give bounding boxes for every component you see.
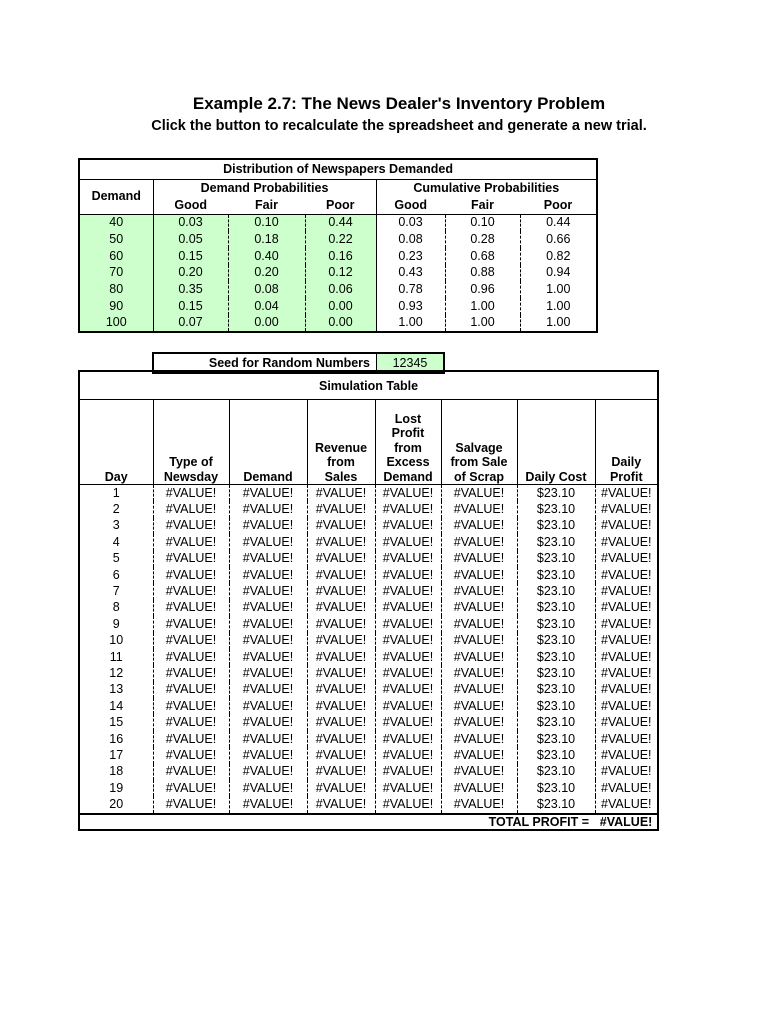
day-cell: 10 [79,633,153,649]
probability-cell[interactable]: 0.00 [305,315,376,333]
distribution-title: Distribution of Newspapers Demanded [223,161,453,176]
demand-cell: #VALUE! [229,665,307,681]
distribution-row [79,248,597,265]
probability-cell[interactable]: 0.08 [228,281,305,298]
newsday-type-cell: #VALUE! [153,698,229,714]
probability-cell[interactable]: 0.20 [153,265,228,282]
demand-cell: #VALUE! [229,534,307,550]
revenue-cell: #VALUE! [307,485,375,502]
salvage-cell: #VALUE! [441,633,517,649]
header-line: Lost [394,411,422,426]
newsday-type-cell: #VALUE! [153,649,229,665]
day-cell: 4 [79,534,153,550]
probability-cell[interactable]: 0.44 [305,214,376,231]
lost-profit-cell: #VALUE! [375,518,441,534]
header-line: Day [104,469,128,484]
lost-profit-cell: #VALUE! [375,600,441,616]
simulation-col-header [375,400,441,485]
demand-value-cell[interactable]: 60 [79,248,153,265]
distribution-row [79,281,597,298]
salvage-cell: #VALUE! [441,485,517,502]
newsday-type-cell: #VALUE! [153,518,229,534]
lost-profit-cell: #VALUE! [375,682,441,698]
salvage-cell: #VALUE! [441,698,517,714]
cumulative-probability-cell: 0.96 [445,281,520,298]
lost-profit-cell: #VALUE! [375,485,441,502]
cumulative-probability-cell: 0.93 [376,298,445,315]
lost-profit-cell: #VALUE! [375,698,441,714]
newsday-type-cell: #VALUE! [153,731,229,747]
cumulative-probability-cell: 0.66 [546,232,571,247]
salvage-cell: #VALUE! [441,649,517,665]
demand-cell: #VALUE! [229,600,307,616]
distribution-row [79,298,597,315]
daily-profit-cell: #VALUE! [601,518,652,533]
daily-cost-cell: $23.10 [517,534,595,550]
header-line: from Sale [450,455,508,469]
lost-profit-cell: #VALUE! [375,616,441,632]
day-cell: 8 [79,600,153,616]
day-cell: 11 [79,649,153,665]
demand-cell: #VALUE! [229,731,307,747]
demand-cell: #VALUE! [229,567,307,583]
seed-label: Seed for Random Numbers [154,354,377,372]
header-line: Excess [386,455,430,469]
lost-profit-cell: #VALUE! [375,714,441,730]
daily-cost-cell: $23.10 [517,764,595,780]
revenue-cell: #VALUE! [307,616,375,632]
salvage-cell: #VALUE! [441,534,517,550]
lost-profit-cell: #VALUE! [375,665,441,681]
distribution-row [79,265,597,282]
probability-cell[interactable]: 0.15 [153,248,228,265]
salvage-cell: #VALUE! [441,583,517,599]
day-cell: 9 [79,616,153,632]
daily-cost-cell: $23.10 [517,780,595,796]
demand-value-cell[interactable]: 40 [79,214,153,231]
header-line: from [327,455,355,469]
simulation-row [79,649,658,665]
probability-cell[interactable]: 0.10 [228,214,305,231]
revenue-cell: #VALUE! [307,731,375,747]
daily-profit-cell: #VALUE! [601,584,652,599]
daily-profit-cell: #VALUE! [601,649,652,664]
salvage-cell: #VALUE! [441,731,517,747]
distribution-col-header: Poor [305,198,376,215]
simulation-row [79,485,658,502]
salvage-cell: #VALUE! [441,600,517,616]
probability-cell[interactable]: 0.40 [228,248,305,265]
simulation-table [78,370,659,831]
salvage-cell: #VALUE! [441,665,517,681]
cumulative-probability-cell: 0.44 [546,215,571,230]
day-cell: 17 [79,747,153,763]
daily-cost-cell: $23.10 [517,551,595,567]
demand-probabilities-header: Demand Probabilities [153,179,376,198]
daily-cost-cell: $23.10 [517,583,595,599]
probability-cell[interactable]: 0.06 [305,281,376,298]
newsday-type-cell: #VALUE! [153,616,229,632]
daily-cost-cell: $23.10 [517,731,595,747]
header-line: Demand [243,469,293,484]
lost-profit-cell: #VALUE! [375,731,441,747]
header-line: Sales [324,469,358,484]
total-profit-label: TOTAL PROFIT = [79,814,595,830]
cumulative-probability-cell: 1.00 [445,298,520,315]
day-cell: 16 [79,731,153,747]
lost-profit-cell: #VALUE! [375,649,441,665]
header-line: Revenue [314,440,368,455]
day-cell: 18 [79,764,153,780]
salvage-cell: #VALUE! [441,682,517,698]
demand-distribution-table [78,158,598,333]
salvage-cell: #VALUE! [441,501,517,517]
simulation-col-header [229,400,307,485]
simulation-row [79,747,658,763]
daily-profit-cell: #VALUE! [601,747,652,762]
daily-cost-cell: $23.10 [517,747,595,763]
header-line: of Scrap [453,469,504,484]
distribution-col-header: Good [376,198,445,215]
simulation-row [79,501,658,517]
day-cell: 20 [79,796,153,813]
cumulative-probability-cell: 0.68 [445,248,520,265]
revenue-cell: #VALUE! [307,796,375,813]
daily-cost-cell: $23.10 [517,698,595,714]
newsday-type-cell: #VALUE! [153,485,229,502]
daily-profit-cell: #VALUE! [601,698,652,713]
daily-profit-cell: #VALUE! [601,764,652,779]
simulation-col-header [79,400,153,485]
daily-profit-cell: #VALUE! [601,633,652,648]
newsday-type-cell: #VALUE! [153,633,229,649]
daily-profit-cell: #VALUE! [601,534,652,549]
simulation-row [79,534,658,550]
demand-cell: #VALUE! [229,747,307,763]
newsday-type-cell: #VALUE! [153,665,229,681]
simulation-title: Simulation Table [79,371,658,400]
cumulative-probability-cell: 0.78 [376,281,445,298]
header-line: Newsday [163,469,219,484]
demand-cell: #VALUE! [229,551,307,567]
salvage-cell: #VALUE! [441,764,517,780]
probability-cell[interactable]: 0.12 [305,265,376,282]
day-cell: 2 [79,501,153,517]
header-line: Demand [383,469,433,484]
header-line: from [394,440,422,455]
revenue-cell: #VALUE! [307,780,375,796]
distribution-col-header: Fair [228,198,305,215]
cumulative-probability-cell: 1.00 [546,282,571,297]
daily-profit-cell: #VALUE! [601,485,652,500]
day-cell: 7 [79,583,153,599]
day-cell: 3 [79,518,153,534]
daily-profit-cell: #VALUE! [601,780,652,795]
lost-profit-cell: #VALUE! [375,583,441,599]
revenue-cell: #VALUE! [307,714,375,730]
demand-cell: #VALUE! [229,616,307,632]
newsday-type-cell: #VALUE! [153,796,229,813]
daily-cost-cell: $23.10 [517,616,595,632]
probability-cell[interactable]: 0.15 [153,298,228,315]
day-cell: 19 [79,780,153,796]
daily-cost-cell: $23.10 [517,600,595,616]
lost-profit-cell: #VALUE! [375,747,441,763]
lost-profit-cell: #VALUE! [375,501,441,517]
demand-cell: #VALUE! [229,682,307,698]
newsday-type-cell: #VALUE! [153,551,229,567]
simulation-row [79,698,658,714]
probability-cell[interactable]: 0.05 [153,231,228,248]
cumulative-probability-cell: 1.00 [546,298,571,313]
distribution-col-header: Fair [445,198,520,215]
distribution-row [79,231,597,248]
distribution-col-header: Good [153,198,228,215]
daily-cost-cell: $23.10 [517,501,595,517]
daily-profit-cell: #VALUE! [601,616,652,631]
probability-cell[interactable]: 0.35 [153,281,228,298]
revenue-cell: #VALUE! [307,747,375,763]
demand-cell: #VALUE! [229,649,307,665]
newsday-type-cell: #VALUE! [153,600,229,616]
revenue-cell: #VALUE! [307,583,375,599]
daily-profit-cell: #VALUE! [601,551,652,566]
probability-cell[interactable]: 0.00 [228,315,305,333]
cumulative-probability-cell: 0.82 [546,248,571,263]
day-cell: 14 [79,698,153,714]
revenue-cell: #VALUE! [307,534,375,550]
header-line: Profit [609,469,643,484]
demand-value-cell[interactable]: 100 [79,315,153,333]
day-cell: 5 [79,551,153,567]
salvage-cell: #VALUE! [441,551,517,567]
revenue-cell: #VALUE! [307,518,375,534]
probability-cell[interactable]: 0.16 [305,248,376,265]
revenue-cell: #VALUE! [307,600,375,616]
newsday-type-cell: #VALUE! [153,534,229,550]
daily-cost-cell: $23.10 [517,567,595,583]
cumulative-probability-cell: 1.00 [546,315,571,330]
simulation-row [79,731,658,747]
header-line: Daily [611,455,642,469]
newsday-type-cell: #VALUE! [153,747,229,763]
daily-cost-cell: $23.10 [517,665,595,681]
cumulative-probabilities-header: Cumulative Probabilities [413,181,560,195]
newsday-type-cell: #VALUE! [153,501,229,517]
daily-profit-cell: #VALUE! [601,715,652,730]
salvage-cell: #VALUE! [441,616,517,632]
lost-profit-cell: #VALUE! [375,551,441,567]
cumulative-probability-cell: 0.10 [445,214,520,231]
newsday-type-cell: #VALUE! [153,764,229,780]
cumulative-probability-cell: 0.03 [376,214,445,231]
daily-cost-cell: $23.10 [517,518,595,534]
probability-cell[interactable]: 0.18 [228,231,305,248]
simulation-row [79,633,658,649]
simulation-row [79,682,658,698]
newsday-type-cell: #VALUE! [153,682,229,698]
distribution-col-header: Poor [520,198,597,215]
probability-cell[interactable]: 0.04 [228,298,305,315]
simulation-col-header [595,400,658,485]
cumulative-probability-cell: 1.00 [376,315,445,333]
simulation-col-header [517,400,595,485]
revenue-cell: #VALUE! [307,682,375,698]
revenue-cell: #VALUE! [307,567,375,583]
probability-cell[interactable]: 0.22 [305,231,376,248]
demand-cell: #VALUE! [229,796,307,813]
header-line: Daily Cost [525,469,587,484]
daily-cost-cell: $23.10 [517,633,595,649]
daily-profit-cell: #VALUE! [601,567,652,582]
newsday-type-cell: #VALUE! [153,567,229,583]
distribution-row [79,315,597,333]
seed-input[interactable]: 12345 [377,354,443,372]
cumulative-probability-cell: 0.88 [445,265,520,282]
simulation-row [79,551,658,567]
day-cell: 1 [79,485,153,502]
newsday-type-cell: #VALUE! [153,583,229,599]
probability-cell[interactable]: 0.03 [153,214,228,231]
lost-profit-cell: #VALUE! [375,764,441,780]
demand-cell: #VALUE! [229,633,307,649]
cumulative-probability-cell: 1.00 [445,315,520,333]
demand-cell: #VALUE! [229,780,307,796]
lost-profit-cell: #VALUE! [375,796,441,813]
demand-cell: #VALUE! [229,698,307,714]
revenue-cell: #VALUE! [307,665,375,681]
daily-cost-cell: $23.10 [517,682,595,698]
lost-profit-cell: #VALUE! [375,633,441,649]
distribution-row [79,214,597,231]
cumulative-probability-cell: 0.94 [546,265,571,280]
revenue-cell: #VALUE! [307,764,375,780]
demand-cell: #VALUE! [229,485,307,502]
header-line: Type of [169,455,213,469]
day-cell: 13 [79,682,153,698]
simulation-row [79,600,658,616]
daily-profit-cell: #VALUE! [601,665,652,680]
demand-cell: #VALUE! [229,501,307,517]
demand-cell: #VALUE! [229,764,307,780]
demand-header: Demand [79,179,153,214]
daily-profit-cell: #VALUE! [601,731,652,746]
newsday-type-cell: #VALUE! [153,714,229,730]
simulation-row [79,764,658,780]
lost-profit-cell: #VALUE! [375,567,441,583]
revenue-cell: #VALUE! [307,698,375,714]
page-title: Example 2.7: The News Dealer's Inventory Problem [192,94,606,113]
day-cell: 15 [79,714,153,730]
simulation-col-header [441,400,517,485]
cumulative-probability-cell: 0.08 [376,231,445,248]
simulation-row [79,714,658,730]
daily-cost-cell: $23.10 [517,796,595,813]
salvage-cell: #VALUE! [441,518,517,534]
salvage-cell: #VALUE! [441,780,517,796]
daily-cost-cell: $23.10 [517,714,595,730]
revenue-cell: #VALUE! [307,633,375,649]
probability-cell[interactable]: 0.20 [228,265,305,282]
salvage-cell: #VALUE! [441,714,517,730]
day-cell: 12 [79,665,153,681]
simulation-row [79,583,658,599]
daily-cost-cell: $23.10 [517,649,595,665]
simulation-row [79,567,658,583]
demand-cell: #VALUE! [229,583,307,599]
cumulative-probability-cell: 0.23 [376,248,445,265]
lost-profit-cell: #VALUE! [375,534,441,550]
newsday-type-cell: #VALUE! [153,780,229,796]
day-cell: 6 [79,567,153,583]
total-profit-value: #VALUE! [595,814,658,830]
cumulative-probability-cell: 0.28 [445,231,520,248]
demand-value-cell[interactable]: 70 [79,265,153,282]
simulation-row [79,616,658,632]
simulation-row [79,665,658,681]
simulation-row [79,780,658,796]
daily-profit-cell: #VALUE! [601,600,652,615]
demand-value-cell[interactable]: 50 [79,231,153,248]
page-subtitle: Click the button to recalculate the spreadsheet and generate a new trial. [151,118,647,134]
revenue-cell: #VALUE! [307,649,375,665]
demand-cell: #VALUE! [229,714,307,730]
daily-cost-cell: $23.10 [517,485,595,502]
daily-profit-cell: #VALUE! [601,502,652,517]
daily-profit-cell: #VALUE! [601,682,652,697]
simulation-col-header [307,400,375,485]
demand-value-cell[interactable]: 90 [79,298,153,315]
salvage-cell: #VALUE! [441,747,517,763]
revenue-cell: #VALUE! [307,501,375,517]
simulation-col-header [153,400,229,485]
simulation-row [79,518,658,534]
probability-cell[interactable]: 0.07 [153,315,228,333]
header-line: Profit [391,426,425,440]
lost-profit-cell: #VALUE! [375,780,441,796]
simulation-row [79,796,658,813]
cumulative-probability-cell: 0.43 [376,265,445,282]
demand-value-cell[interactable]: 80 [79,281,153,298]
daily-profit-cell: #VALUE! [601,797,652,812]
demand-cell: #VALUE! [229,518,307,534]
header-line: Salvage [455,440,503,455]
salvage-cell: #VALUE! [441,567,517,583]
salvage-cell: #VALUE! [441,796,517,813]
revenue-cell: #VALUE! [307,551,375,567]
probability-cell[interactable]: 0.00 [305,298,376,315]
